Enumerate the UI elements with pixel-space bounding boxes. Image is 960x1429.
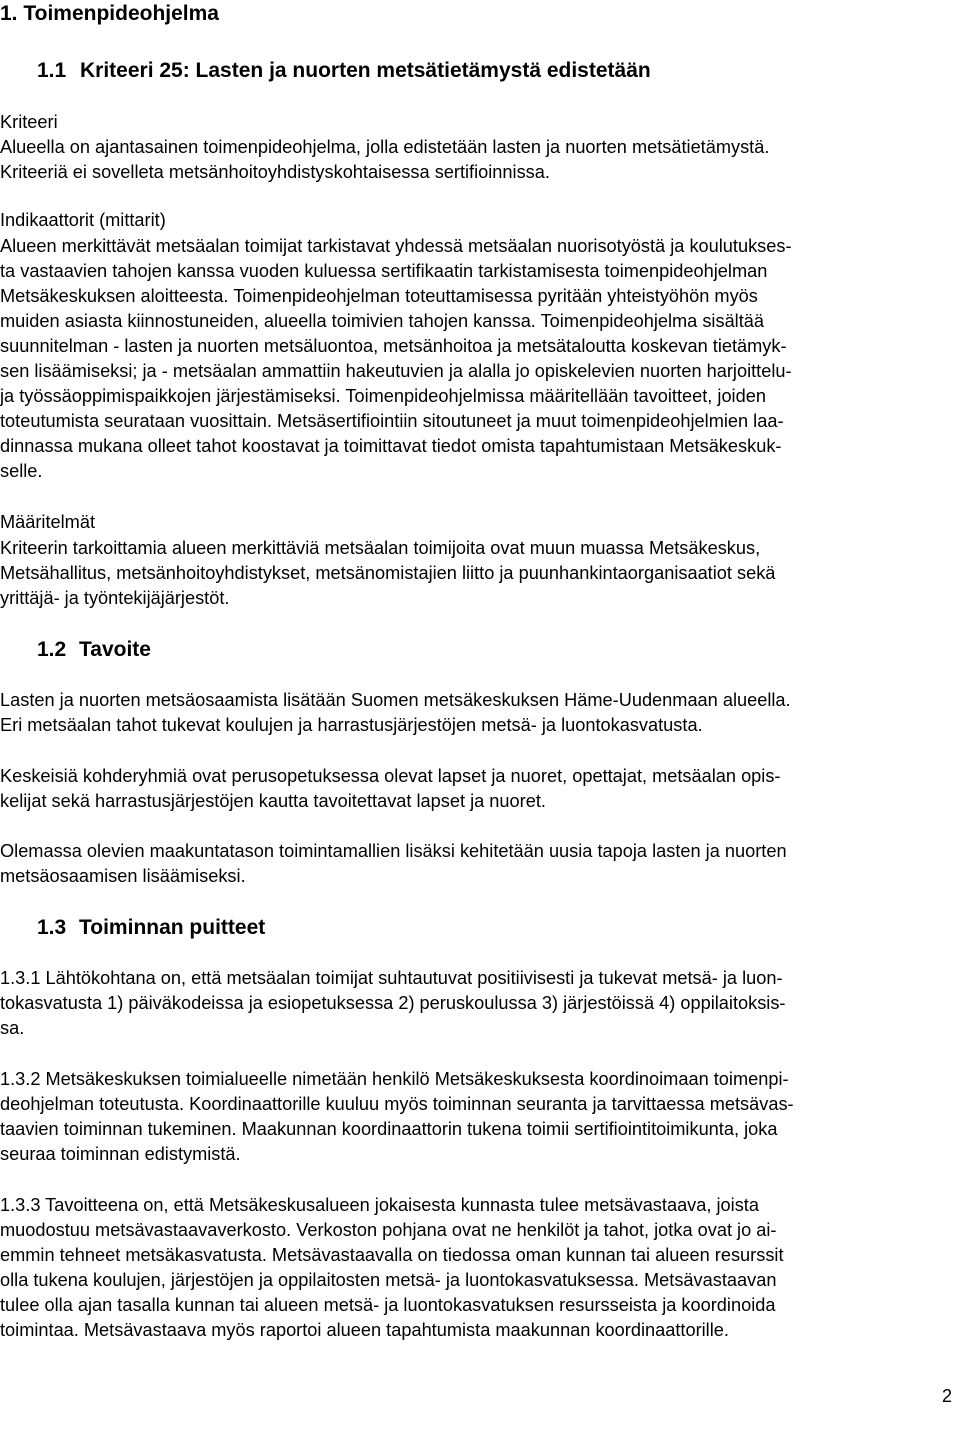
indicators-line: Metsäkeskuksen aloitteesta. Toimenpideohjelman toteuttamisessa pyritään yhteistyöhön myös bbox=[0, 286, 758, 306]
indicators-label: Indikaattorit (mittarit) bbox=[0, 210, 166, 230]
indicators-line: toteutumista seurataan vuosittain. Metsäsertifiointiin sitoutuneet ja muut toimenpideohjelmien laa- bbox=[0, 411, 784, 431]
framework-line: toimintaa. Metsävastaava myös raportoi alueen tapahtumista maakunnan koordinaattorille. bbox=[0, 1320, 729, 1340]
indicators-line: Alueen merkittävät metsäalan toimijat tarkistavat yhdessä metsäalan nuorisotyöstä ja koulutukses- bbox=[0, 236, 792, 256]
framework-line: olla tukena koulujen, järjestöjen ja oppilaitosten metsä- ja luontokasvatuksessa. Metsävastaavan bbox=[0, 1270, 777, 1290]
framework-line: 1.3.1 Lähtökohtana on, että metsäalan toimijat suhtautuvat positiivisesti ja tukevat metsä- ja luon- bbox=[0, 968, 783, 988]
page-title: 1. Toimenpideohjelma bbox=[0, 2, 219, 25]
criterion-label: Kriteeri bbox=[0, 112, 58, 132]
framework-line: taavien toiminnan tukeminen. Maakunnan koordinaattorin tukena toimii sertifiointitoimikunta, joka bbox=[0, 1119, 778, 1139]
framework-line: sa. bbox=[0, 1018, 25, 1038]
definitions-line: Kriteerin tarkoittamia alueen merkittäviä metsäalan toimijoita ovat muun muassa Metsäkeskus, bbox=[0, 538, 761, 558]
goal-line: Eri metsäalan tahot tukevat koulujen ja harrastusjärjestöjen metsä- ja luontokasvatusta. bbox=[0, 715, 703, 735]
goal-line: Keskeisiä kohderyhmiä ovat perusopetuksessa olevat lapset ja nuoret, opettajat, metsäalan opis- bbox=[0, 766, 781, 786]
framework-line: 1.3.3 Tavoitteena on, että Metsäkeskusalueen jokaisesta kunnasta tulee metsävastaava, joista bbox=[0, 1195, 759, 1215]
section-1-1-title: Kriteeri 25: Lasten ja nuorten metsätietämystä edistetään bbox=[80, 59, 651, 82]
goal-line: metsäosaamisen lisäämiseksi. bbox=[0, 866, 246, 886]
indicators-line: suunnitelman - lasten ja nuorten metsäluontoa, metsänhoitoa ja metsätaloutta koskevan tietämyk- bbox=[0, 336, 787, 356]
framework-line: muodostuu metsävastaavaverkosto. Verkoston pohjana ovat ne henkilöt ja tahot, jotka ovat jo ai- bbox=[0, 1220, 777, 1240]
section-1-3-title: Toiminnan puitteet bbox=[79, 916, 266, 939]
section-1-2-number: 1.2 bbox=[37, 638, 67, 661]
goal-line: Lasten ja nuorten metsäosaamista lisätään Suomen metsäkeskuksen Häme-Uudenmaan alueella. bbox=[0, 690, 791, 710]
framework-line: tokasvatusta 1) päiväkodeissa ja esiopetuksessa 2) peruskoulussa 3) järjestöissä 4) oppilaitoksis- bbox=[0, 993, 786, 1013]
goal-line: kelijat sekä harrastusjärjestöjen kautta tavoitettavat lapset ja nuoret. bbox=[0, 791, 546, 811]
framework-line: deohjelman toteutusta. Koordinaattorille kuuluu myös toiminnan seuranta ja tarvittaessa metsävas- bbox=[0, 1094, 794, 1114]
criterion-line: Alueella on ajantasainen toimenpideohjelma, jolla edistetään lasten ja nuorten metsätietämystä. bbox=[0, 137, 770, 157]
criterion-line: Kriteeriä ei sovelleta metsänhoitoyhdistyskohtaisessa sertifioinnissa. bbox=[0, 162, 550, 182]
section-1-1-number: 1.1 bbox=[37, 59, 67, 82]
section-1-2-title: Tavoite bbox=[79, 638, 151, 661]
definitions-line: yrittäjä- ja työntekijäjärjestöt. bbox=[0, 588, 230, 608]
definitions-line: Metsähallitus, metsänhoitoyhdistykset, metsänomistajien liitto ja puunhankintaorganisaatiot sekä bbox=[0, 563, 776, 583]
framework-line: seuraa toiminnan edistymistä. bbox=[0, 1144, 241, 1164]
goal-line: Olemassa olevien maakuntatason toimintamallien lisäksi kehitetään uusia tapoja lasten ja nuorten bbox=[0, 841, 787, 861]
framework-line: emmin tehneet metsäkasvatusta. Metsävastaavalla on tiedossa oman kunnan tai alueen resurssit bbox=[0, 1245, 784, 1265]
page-number: 2 bbox=[941, 1386, 952, 1406]
indicators-line: selle. bbox=[0, 461, 43, 481]
section-1-3-number: 1.3 bbox=[37, 916, 67, 939]
indicators-line: sen lisäämiseksi; ja - metsäalan ammattiin hakeutuvien ja alalla jo opiskelevien nuorten harjoittelu- bbox=[0, 361, 792, 381]
framework-line: tulee olla ajan tasalla kunnan tai alueen metsä- ja luontokasvatuksen resursseista ja koordinoida bbox=[0, 1295, 776, 1315]
framework-line: 1.3.2 Metsäkeskuksen toimialueelle nimetään henkilö Metsäkeskuksesta koordinoimaan toimenpi- bbox=[0, 1069, 789, 1089]
indicators-line: muiden asiasta kiinnostuneiden, alueella toimivien tahojen kanssa. Toimenpideohjelma sisältää bbox=[0, 311, 765, 331]
indicators-line: ta vastaavien tahojen kanssa vuoden kuluessa sertifikaatin tarkistamisesta toimenpideohjelman bbox=[0, 261, 768, 281]
indicators-line: dinnassa mukana olleet tahot koostavat ja toimittavat tiedot omista tapahtumistaan Metsäkeskuk- bbox=[0, 436, 782, 456]
definitions-label: Määritelmät bbox=[0, 512, 96, 532]
indicators-line: ja työssäoppimispaikkojen järjestämiseksi. Toimenpideohjelmissa määritellään tavoitteet, joiden bbox=[0, 386, 766, 406]
